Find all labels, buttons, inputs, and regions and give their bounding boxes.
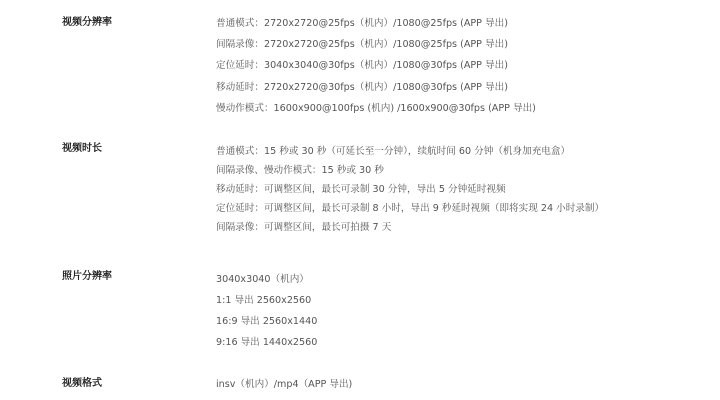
spec-value-line: 9:16 导出 1440x2560 xyxy=(216,337,318,348)
spec-label-photo-resolution: 照片分辨率 xyxy=(62,271,112,282)
spec-value-line: 1:1 导出 2560x2560 xyxy=(216,295,312,306)
spec-label-video-duration: 视频时长 xyxy=(62,143,102,154)
spec-value-line: insv（机内）/mp4（APP 导出) xyxy=(216,379,353,390)
spec-value-line: 16:9 导出 2560x1440 xyxy=(216,316,318,327)
spec-values-video-resolution xyxy=(216,17,536,123)
spec-value-line: 移动延时：2720x2720@30fps（机内）/1080@30fps (APP 导出) xyxy=(216,81,508,93)
spec-value-line: 移动延时：可调整区间，最长可录制 30 分钟，导出 5 分钟延时视频 xyxy=(216,184,506,195)
spec-label-video-resolution: 视频分辨率 xyxy=(62,17,112,28)
spec-value-line: 普通模式：15 秒或 30 秒（可延长至一分钟），续航时间 60 分钟（机身加充电盒） xyxy=(216,146,571,157)
spec-value-line: 间隔录像、慢动作模式：15 秒或 30 秒 xyxy=(216,165,384,176)
spec-value-line: 定位延时：可调整区间，最长可录制 8 小时，导出 9 秒延时视频（即将实现 24 小时录制） xyxy=(216,203,605,214)
spec-value-line: 3040x3040（机内） xyxy=(216,274,309,285)
spec-values-video-format xyxy=(216,378,352,392)
spec-value-line: 普通模式：2720x2720@25fps（机内）/1080@25fps (APP 导出) xyxy=(216,18,508,29)
spec-label-video-format: 视频格式 xyxy=(62,378,102,389)
spec-value-line: 间隔录像：可调整区间，最长可拍摄 7 天 xyxy=(216,222,392,233)
spec-value-line: 间隔录像：2720x2720@25fps（机内）/1080@25fps (APP 导出) xyxy=(216,39,508,51)
spec-values-photo-resolution xyxy=(216,273,317,357)
spec-value-line: 慢动作模式：1600x900@100fps (机内) /1600x900@30fps (APP 导出) xyxy=(216,102,536,114)
spec-values-video-duration xyxy=(216,145,604,240)
spec-value-line: 定位延时：3040x3040@30fps（机内）/1080@30fps (APP 导出) xyxy=(216,60,508,72)
